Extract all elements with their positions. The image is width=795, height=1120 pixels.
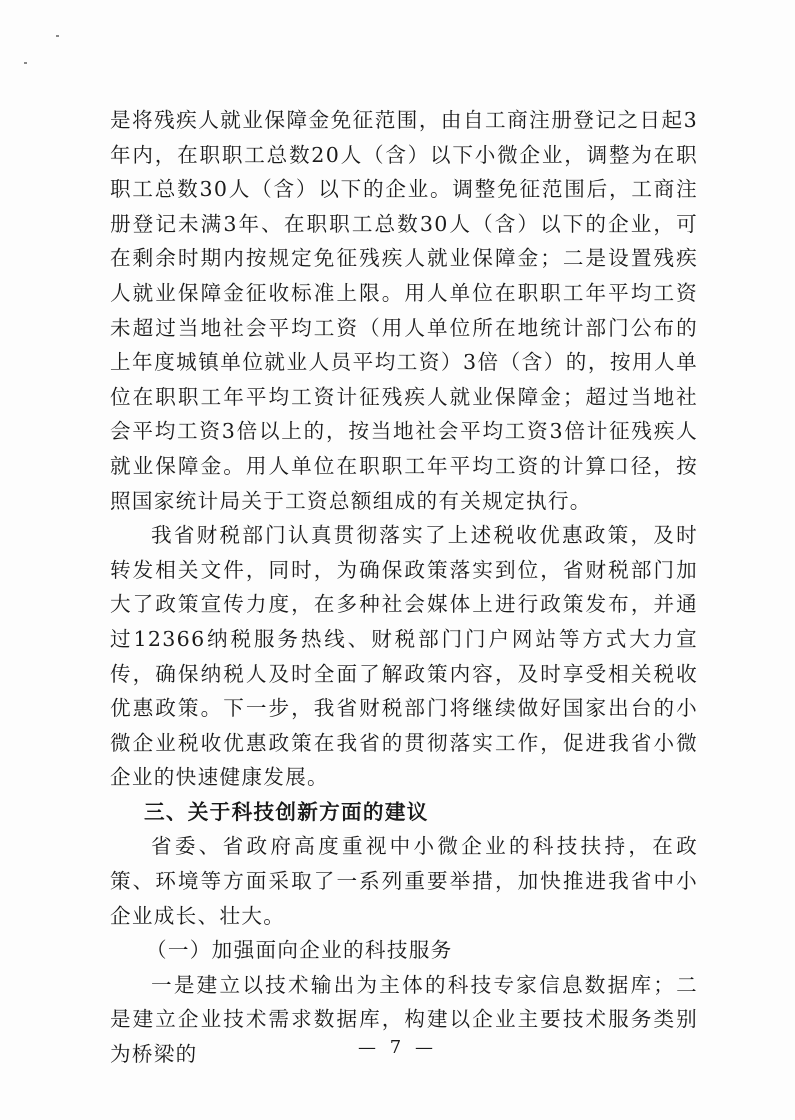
paragraph-implementation: 我省财税部门认真贯彻落实了上述税收优惠政策，及时转发相关文件，同时，为确保政策落实到位，省财税部门加大了政策宣传力度，在多种社会媒体上进行政策发布，并通过12366纳税服务热线、财税部门门户网站等方式大力宣传，确保纳税人及时全面了解政策内容，及时享受相关税收优惠政策。下一步，我省财税部门将继续做好国家出台的小微企业税收优惠政策在我省的贯彻落实工作，促进我省小微企业的快速健康发展。	[110, 523, 698, 790]
subsection-heading: （一）加强面向企业的科技服务	[146, 938, 453, 963]
section-heading: 三、关于科技创新方面的建议	[144, 799, 429, 824]
document-body	[110, 103, 698, 1072]
scan-mark	[24, 62, 27, 64]
paragraph-continued: 是将残疾人就业保障金免征范围，由自工商注册登记之日起3年内，在职职工总数20人（含）以下小微企业，调整为在职职工总数30人（含）以下的企业。调整免征范围后，工商注册登记未满3年、在职职工总数30人（含）以下的企业，可在剩余时期内按规定免征残疾人就业保障金；二是设置残疾人就业保障金征收标准上限。用人单位在职职工年平均工资未超过当地社会平均工资（用人单位所在地统计部门公布的上年度城镇单位就业人员平均工资）3倍（含）的，按用人单位在职职工年平均工资计征残疾人就业保障金；超过当地社会平均工资3倍以上的，按当地社会平均工资3倍计征残疾人就业保障金。用人单位在职职工年平均工资的计算口径，按照国家统计局关于工资总额组成的有关规定执行。	[110, 108, 698, 513]
scan-mark	[56, 35, 59, 37]
page-number: — 7 —	[358, 1037, 437, 1058]
paragraph-section-intro: 省委、省政府高度重视中小微企业的科技扶持，在政策、环境等方面采取了一系列重要举措，加快推进我省中小企业成长、壮大。	[110, 834, 698, 928]
paragraph-subsection: 一是建立以技术输出为主体的科技专家信息数据库；二是建立企业技术需求数据库，构建以企业主要技术服务类别为桥梁的	[110, 972, 698, 1067]
